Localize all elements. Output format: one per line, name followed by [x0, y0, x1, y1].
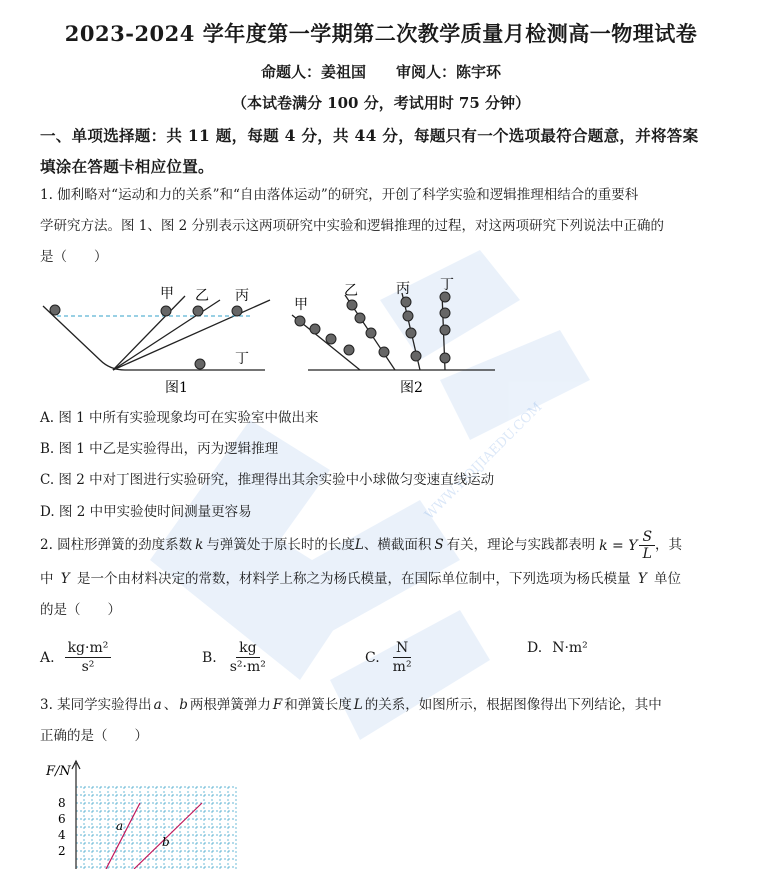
q3-ytick-8: 8 — [58, 796, 66, 810]
q2-line2: 中 Y 是一个由材料决定的常数，材料学上称之为杨氏模量，在国际单位制中，下列选项为杨氏模量 Y 单位 — [40, 571, 682, 587]
q3-ylabel: F/N — [46, 764, 71, 779]
fig2-label-yi: 乙 — [344, 283, 358, 299]
q3-line-a — [106, 803, 140, 869]
fig1-label-yi: 乙 — [195, 288, 209, 304]
watermark-url: WWW.YIQIJIAEDU.COM — [422, 399, 546, 523]
q2-line3: 的是（ ） — [40, 602, 121, 618]
fig2-label-ding: 丁 — [440, 277, 454, 293]
q3-line1: 3. 某同学实验得出 a 、 b 两根弹簧弹力 F 和弹簧长度 L 的关系，如图所示，根据图像得出下列结论，其中 — [40, 697, 662, 713]
q2-option-c: C. $\frac{N}{\text{m²}}$ — [365, 640, 412, 675]
fig1-caption: 图1 — [165, 380, 188, 396]
q1-line1: 1. 伽利略对“运动和力的关系”和“自由落体运动”的研究，开创了科学实验和逻辑推理相结合的重要科 — [40, 187, 639, 203]
exam-note: （本试卷满分 100 分，考试用时 75 分钟） — [231, 94, 531, 112]
q1-option-d: D. 图 2 中甲实验使时间测量更容易 — [40, 504, 252, 520]
q3-line2: 正确的是（ ） — [40, 728, 148, 744]
figure-2 — [290, 275, 500, 400]
q3-ytick-4: 4 — [58, 828, 66, 842]
page-title: 2023-2024 学年度第一学期第二次教学质量月检测高一物理试卷 — [64, 21, 698, 46]
section-heading-line2: 填涂在答题卡相应位置。 — [40, 157, 214, 176]
q3-chart — [40, 757, 240, 869]
q1-option-a: A. 图 1 中所有实验现象均可在实验室中做出来 — [40, 410, 319, 426]
q3-ytick-2: 2 — [58, 844, 66, 858]
authors: 命题人：姜祖国 审阅人：陈宇环 — [260, 63, 501, 81]
fig1-label-bing: 丙 — [235, 288, 249, 304]
fig2-label-jia: 甲 — [294, 297, 308, 313]
q3-label-b: b — [162, 835, 170, 849]
q1-line3: 是（ ） — [40, 249, 108, 265]
q1-option-c: C. 图 2 中对丁图进行实验研究，推理得出其余实验中小球做匀变速直线运动 — [40, 472, 495, 488]
fig1-label-ding: 丁 — [235, 351, 249, 367]
q2-option-a: A. $\frac{\text{kg·m²}}{\text{s²}}$ — [40, 640, 111, 675]
q2-option-d: D. N·m² — [527, 640, 588, 656]
q2-formula-fraction: $\frac{S}{L}$ — [639, 530, 655, 561]
fig2-caption: 图2 — [400, 380, 423, 396]
section-heading-line1: 一、单项选择题：共 11 题，每题 4 分，共 44 分，每题只有一个选项最符合题意，并将答案 — [40, 126, 699, 145]
q3-label-a: a — [116, 819, 124, 833]
q2-option-b: B. $\frac{kg}{\text{s²·m²}}$ — [202, 640, 266, 675]
q1-line2: 学研究方法。图 1、图 2 分别表示这两项研究中实验和逻辑推理的过程，对这两项研究下列说法中正确的 — [40, 218, 665, 234]
fig1-label-jia: 甲 — [160, 286, 174, 302]
figure-1 — [35, 278, 275, 398]
q3-ytick-6: 6 — [58, 812, 66, 826]
fig2-label-bing: 丙 — [396, 281, 410, 297]
q2-line1: 2. 圆柱形弹簧的劲度系数 k 与弹簧处于原长时的长度 L 、横截面积 S 有关，理论与实践都表明 k = Y $\frac{S}{L}$ ，其 — [40, 529, 683, 562]
q2-formula-lhs: k = Y — [599, 537, 638, 554]
q1-option-b: B. 图 1 中乙是实验得出，丙为逻辑推理 — [40, 441, 279, 457]
